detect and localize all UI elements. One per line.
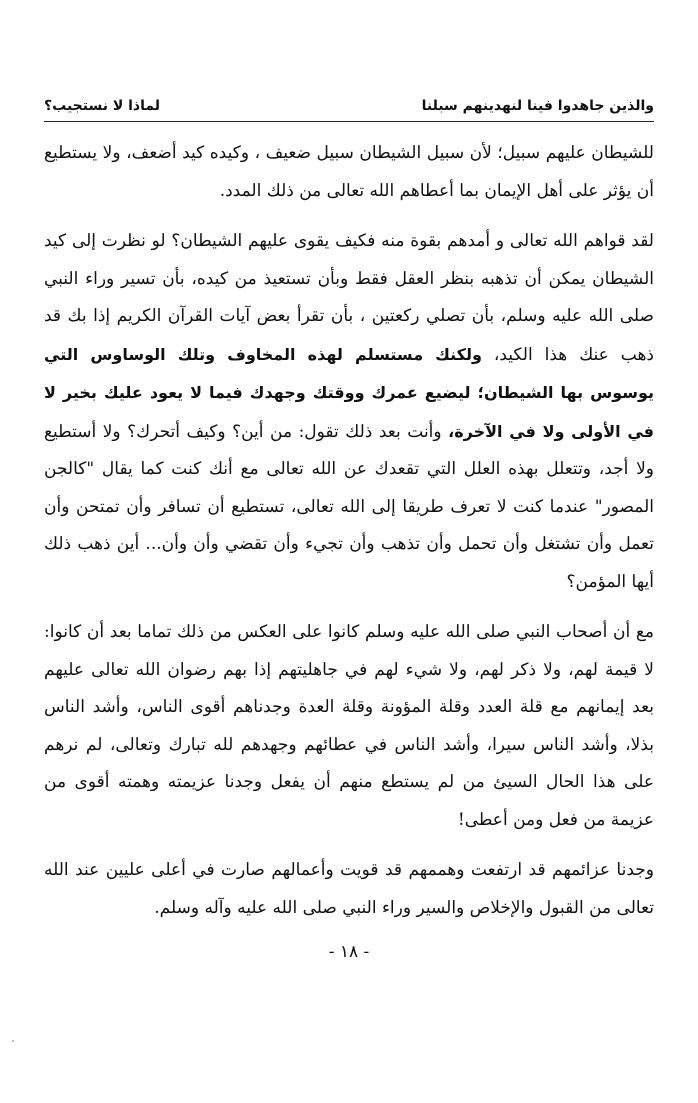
header-divider xyxy=(44,121,654,122)
paragraph-2 xyxy=(44,223,654,601)
paragraph-text: للشيطان عليهم سبيل؛ لأن سبيل الشيطان سبيل ضعيف ، وكيده كيد أضعف، ولا يستطيع أن يؤثر على أهل الإيمان بما أعطاهم الله تعالى من ذلك المدد. xyxy=(44,143,654,201)
body-text xyxy=(44,135,654,927)
scan-speck xyxy=(12,1040,14,1042)
paragraph-text: لقد قواهم الله تعالى و أمدهم بقوة منه فكيف يقوى عليهم الشيطان؟ لو نظرت إلى كيد الشيطان يمكن أن تذهبه بنظر العقل فقط وبأن تستعيذ من كيده، بأن تسير وراء النبي صلى الله عليه وسلم، بأن تصلي ركعتين ، بأن تقرأ بعض آيات القرآن الكريم إذا بك قد ذهب عنك هذا الكيد، xyxy=(44,231,655,365)
paragraph-4 xyxy=(44,852,654,927)
paragraph-3 xyxy=(44,614,654,839)
page-header xyxy=(44,88,654,114)
paragraph-text: مع أن أصحاب النبي صلى الله عليه وسلم كانوا على العكس من ذلك تماما بعد أن كانوا: لا قيمة لهم، ولا ذكر لهم، ولا شيء لهم في جاهليتهم إذا بهم رضوان الله تعالى عليهم بعد إيمانهم مع قلة العدد وقلة المؤونة وقلة العدة وجدناهم أقوى الناس، وأشد الناس بذلا، وأشد الناس سيرا، وأشد الناس في عطائهم وجهدهم لله تبارك وتعالى، لم نرهم على هذا الحال السيئ من لم يستطع منهم أن يفعل وجدنا عزيمته وهمته أقوى من عزيمة من فعل ومن أعطى! xyxy=(44,622,654,830)
chapter-title: لماذا لا نستجيب؟ xyxy=(44,98,161,114)
paragraph-text: وجدنا عزائمهم قد ارتفعت وهممهم قد قويت وأعمالهم صارت في أعلى عليين عند الله تعالى من القبول والإخلاص والسير وراء النبي صلى الله عليه وآله وسلم. xyxy=(44,860,654,918)
paragraph-text: وأنت بعد ذلك تقول: من أين؟ وكيف أتحرك؟ ولا أستطيع ولا أجد، وتتعلل بهذه العلل التي تقعدك عن الله تعالى مع أنك كنت كما يقال "كالجن المصور" عندما كنت لا تعرف طريقا إلى الله تعالى، تستطيع أن تسافر وأن تمتحن وأن تعمل وأن تشتغل وأن تحمل وأن تذهب وأن تجيء وأن تقضي وأن وأن... أين ذهب ذلك أيها المؤمن؟ xyxy=(44,421,654,592)
emphasized-text: ولكنك مستسلم لهذه المخاوف وتلك الوساوس التي يوسوس بها الشيطان؛ ليضيع عمرك ووقتك وجهدك فيما لا يعود عليك بخير لا في الأولى ولا في الآخرة، xyxy=(44,344,654,441)
paragraph-1 xyxy=(44,135,654,210)
running-title: والذين جاهدوا فينا لنهدينهم سبلنا xyxy=(421,98,654,114)
page-number: - ١٨ - xyxy=(328,942,370,962)
